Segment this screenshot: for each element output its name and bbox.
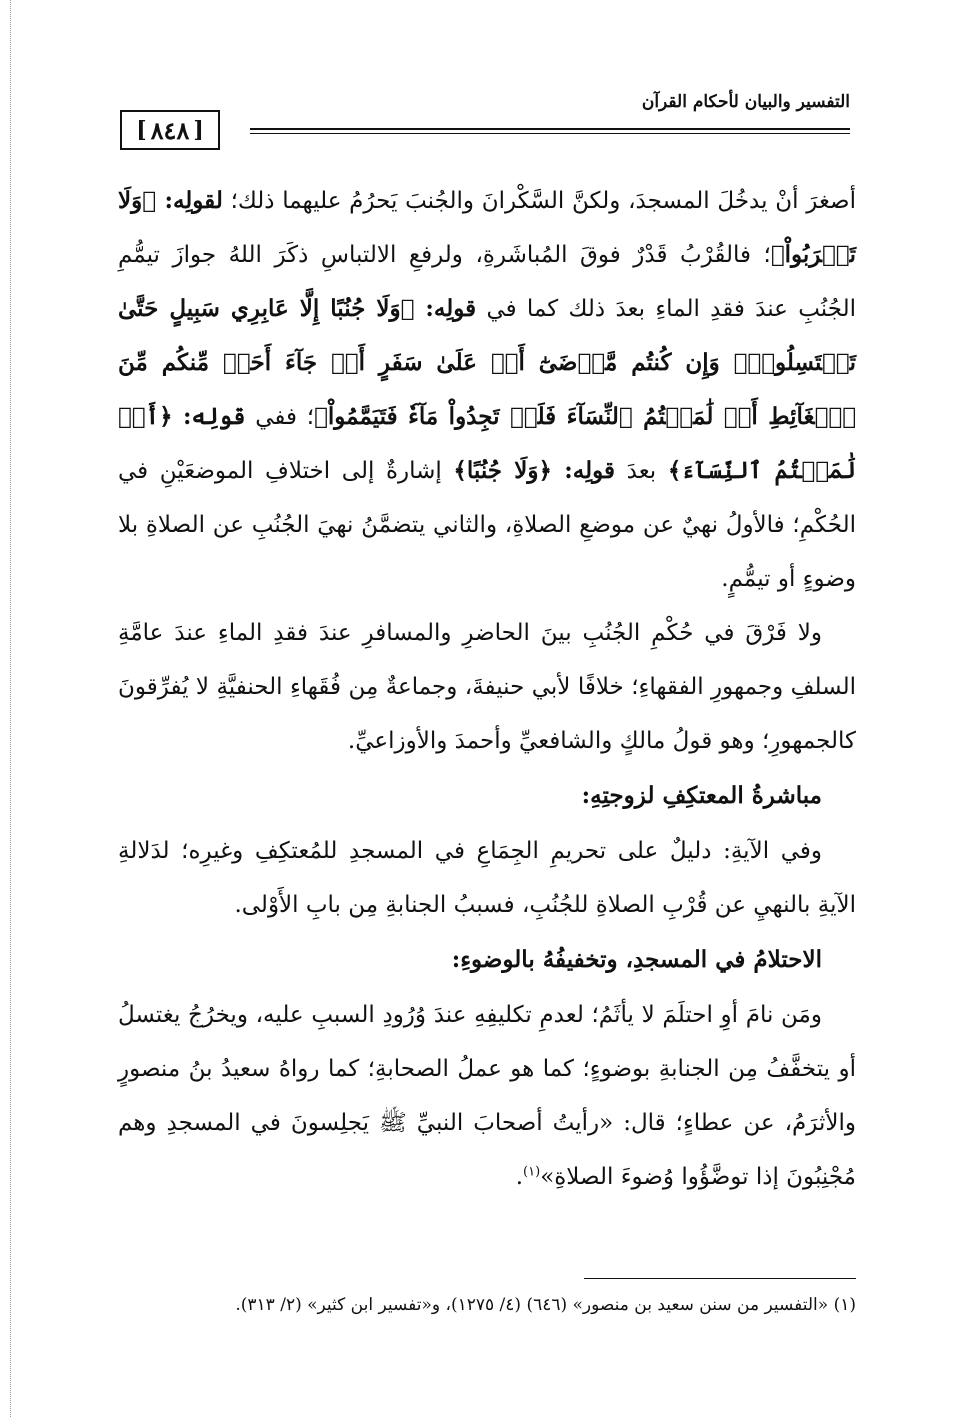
page-header — [122, 92, 850, 162]
paragraph-3: وفي الآيةِ: دليلٌ على تحريمِ الجِمَاعِ في المسجدِ للمُعتكِفِ وغيرِه؛ لدَلالةِ الآيةِ بالنهيِ عن قُرْبِ الصلاةِ للجُنُبِ، فسببُ الجنابةِ مِن بابِ الأَوْلى. — [118, 838, 856, 918]
p1-keyword-2: قولِه: — [425, 295, 477, 322]
quran-verse-1: ﴿وَلَا تَقۡرَبُواْ﴾ — [118, 187, 856, 268]
p1-text-5: إشارةٌ إلى اختلافِ الموضعَيْنِ في الحُكْمِ؛ فالأولُ نهيٌ عن موضعِ الصلاةِ، والثاني يتضمَّنُ نهيَ الجُنُبِ عن الصلاةِ بلا وضوءٍ أو تيمُّمٍ. — [118, 458, 856, 592]
footnote-1 — [118, 1290, 856, 1320]
header-rule-thin — [250, 133, 850, 134]
quran-verse-3: ﴿أَوۡ لَٰمَسۡتُمُ ٱلنِّسَآءَ﴾ — [118, 403, 856, 484]
quran-verse-2: ﴿وَلَا جُنُبًا إِلَّا عَابِرِي سَبِيلٍ حَتَّىٰ تَغۡتَسِلُواْۚ وَإِن كُنتُم مَّرۡضَىٰٓ أَوۡ عَلَىٰ سَفَرٍ أَوۡ جَآءَ أَحَدٞ مِّنكُم مِّنَ ٱلۡغَآئِطِ أَوۡ لَٰمَسۡتُمُ ٱلنِّسَآءَ فَلَمۡ تَجِدُواْ مَآءٗ فَتَيَمَّمُواْ﴾ — [118, 295, 856, 430]
book-title: التفسير والبيان لأحكام القرآن — [641, 92, 850, 112]
section-heading-2: الاحتلامُ في المسجدِ، وتخفيفُهُ بالوضوءِ: — [451, 946, 822, 973]
footnote-reference: (١) — [523, 1164, 541, 1180]
p1-text-3: ؛ ففي — [245, 404, 315, 430]
p1-text-2: ؛ فالقُرْبُ قَدْرٌ فوقَ المُباشَرةِ، ولرفعِ الالتباسِ ذكَرَ اللهُ جوازَ تيمُّمِ الجُنُبِ عندَ فقدِ الماءِ بعدَ ذلك كما في — [118, 242, 856, 322]
bracket-close: ] — [193, 117, 204, 143]
main-text — [118, 174, 856, 1204]
p4-text: ومَن نامَ أوِ احتلَمَ لا يأثَمُ؛ لعدمِ تكليفِهِ عندَ وُرُودِ السببِ عليه، ويخرُجُ يغتسلُ أو يتخفَّفُ مِن الجنابةِ بوضوءٍ؛ كما هو عملُ الصحابةِ؛ كما رواهُ سعيدُ بنُ منصورٍ والأثرَمُ، عن عطاءٍ؛ قال: «رأيتُ أصحابَ النبيِّ ﷺ يَجلِسونَ في المسجدِ وهم مُجْنِبُونَ إذا توضَّؤُوا وُضوءَ الصلاةِ» — [118, 1002, 856, 1190]
section-heading-1: مباشرةُ المعتكِفِ لزوجتِهِ: — [581, 782, 822, 809]
paragraph-1 — [118, 174, 856, 606]
paragraph-2: ولا فَرْقَ في حُكْمِ الجُنُبِ بينَ الحاضرِ والمسافرِ عندَ فقدِ الماءِ عندَ عامَّةِ السلفِ وجمهورِ الفقهاءِ؛ خلافًا لأبي حنيفةَ، وجماعةٌ مِن فُقَهاءِ الحنفيَّةِ لا يُفرِّقونَ كالجمهورِ؛ وهو قولُ مالكٍ والشافعيِّ وأحمدَ والأوزاعيِّ. — [118, 620, 856, 754]
paragraph-4 — [118, 988, 856, 1204]
page-number-box — [120, 110, 220, 150]
quran-verse-4: ﴿وَلَا جُنُبًا﴾ — [453, 457, 565, 484]
scan-edge-artifact — [0, 0, 11, 1417]
p1-keyword-4: قولِه: — [564, 457, 616, 484]
p1-keyword-1: لقولِه: — [164, 187, 223, 214]
footnote-text: «التفسير من سنن سعيد بن منصور» (٦٤٦) (٤/ ١٢٧٥)، و«تفسير ابن كثير» (٢/ ٣١٣). — [235, 1295, 829, 1315]
p1-keyword-3: قولِه: — [183, 403, 246, 430]
footnote-marker: (١) — [833, 1295, 856, 1315]
page-number: ٨٤٨ — [150, 115, 190, 145]
p1-text-1: أصغرَ أنْ يدخُلَ المسجدَ، ولكنَّ السَّكْرانَ والجُنبَ يَحرُمُ عليهما ذلك؛ — [222, 188, 856, 214]
p4-end: . — [515, 1164, 524, 1190]
p1-text-4: بعدَ — [615, 458, 668, 484]
bracket-open: [ — [136, 117, 147, 143]
header-rule — [250, 128, 850, 130]
footnote-rule — [584, 1278, 856, 1279]
